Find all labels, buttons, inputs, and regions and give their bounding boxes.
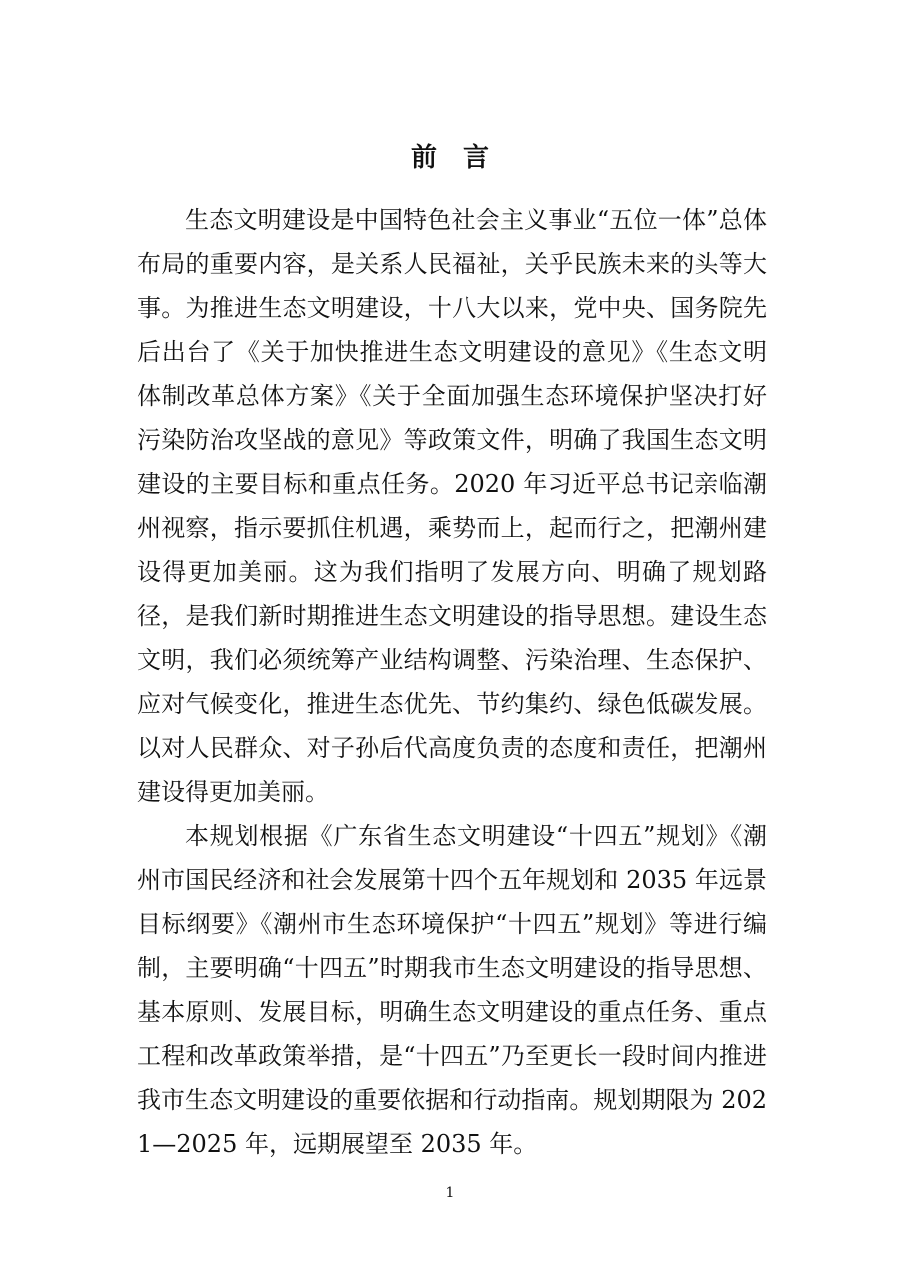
paragraph-1: 生态文明建设是中国特色社会主义事业“五位一体”总体布局的重要内容，是关系人民福祉，关乎民族未来的头等大事。为推进生态文明建设，十八大以来，党中央、国务院先后出台了《关于加快推进生态文明建设的意见》《生态文明体制改革总体方案》《关于全面加强生态环境保护坚决打好污染防治攻坚战的意见》等政策文件，明确了我国生态文明建设的主要目标和重点任务。2020 年习近平总书记亲临潮州视察，指示要抓住机遇，乘势而上，起而行之，把潮州建设得更加美丽。这为我们指明了发展方向、明确了规划路径，是我们新时期推进生态文明建设的指导思想。建设生态文明，我们必须统筹产业结构调整、污染治理、生态保护、应对气候变化，推进生态优先、节约集约、绿色低碳发展。以对人民群众、对子孙后代高度负责的态度和责任，把潮州建设得更加美丽。 <box>137 206 767 806</box>
page-title: 前言 <box>410 143 515 173</box>
page-number: 1 <box>445 1185 455 1201</box>
paragraph-2: 本规划根据《广东省生态文明建设“十四五”规划》《潮州市国民经济和社会发展第十四个五年规划和 2035 年远景目标纲要》《潮州市生态环境保护“十四五”规划》等进行编制，主要明确“十四五”时期我市生态文明建设的指导思想、基本原则、发展目标，明确生态文明建设的重点任务、重点工程和改革政策举措，是“十四五”乃至更长一段时间内推进我市生态文明建设的重要依据和行动指南。规划期限为 2021—2025 年，远期展望至 2035 年。 <box>137 822 767 1158</box>
body-text <box>137 198 767 1166</box>
